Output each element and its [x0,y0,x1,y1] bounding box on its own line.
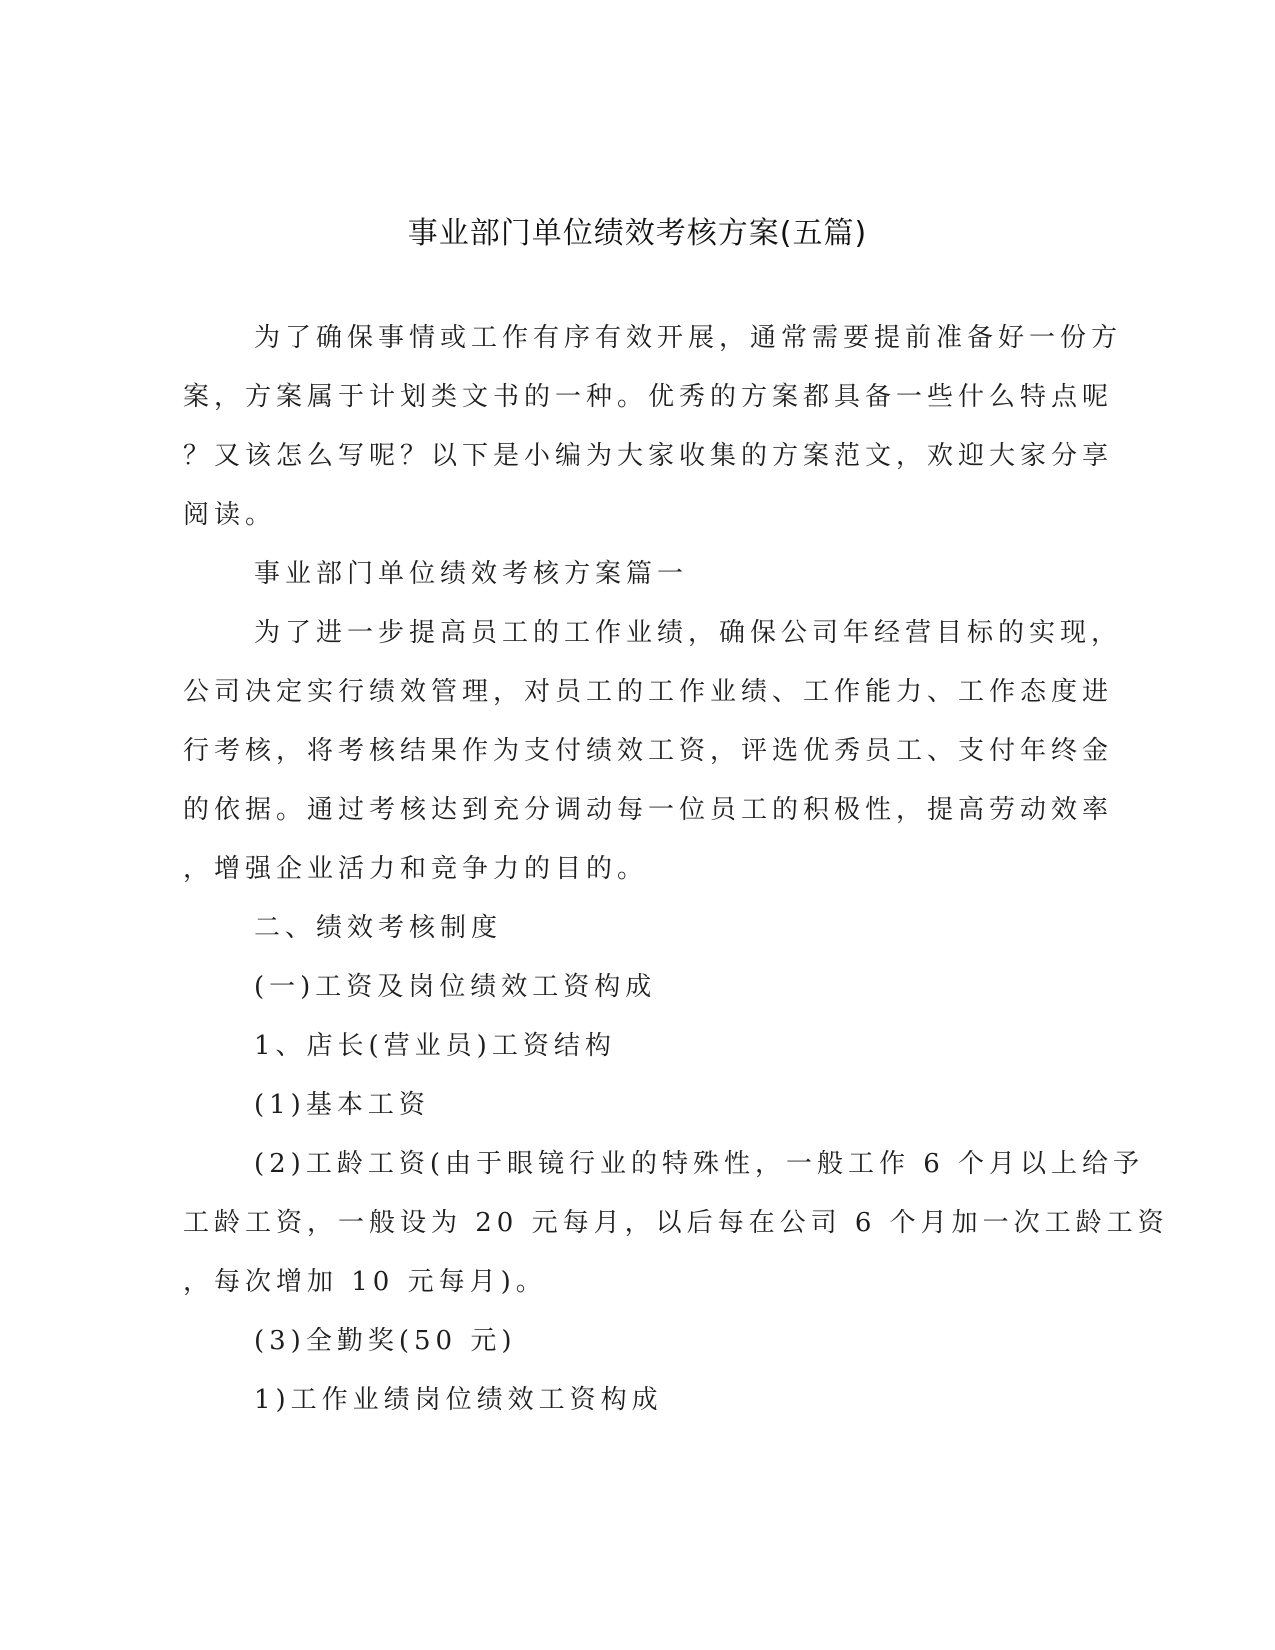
section-heading: 二、绩效考核制度 [254,913,503,943]
paragraph-line: 为了进一步提高员工的工作业绩，确保公司年经营目标的实现， [254,618,1123,648]
paragraph-line: ，每次增加 10 元每月)。 [183,1267,547,1297]
subsection-heading: (一)工资及岗位绩效工资构成 [254,972,657,1002]
paragraph-line: 案，方案属于计划类文书的一种。优秀的方案都具备一些什么特点呢 [183,382,1114,412]
paragraph-line: (2)工龄工资(由于眼镜行业的特殊性，一般工作 6 个月以上给予 [254,1149,1145,1179]
list-item: 1)工作业绩岗位绩效工资构成 [254,1385,663,1415]
paragraph-line: 行考核，将考核结果作为支付绩效工资，评选优秀员工、支付年终金 [183,736,1114,766]
paragraph-line: 的依据。通过考核达到充分调动每一位员工的积极性，提高劳动效率 [183,795,1114,825]
list-item: (1)基本工资 [254,1090,430,1120]
list-item: (3)全勤奖(50 元) [254,1326,517,1356]
subsection-heading: 1、店长(营业员)工资结构 [254,1031,616,1061]
paragraph-line: 为了确保事情或工作有序有效开展，通常需要提前准备好一份方 [254,323,1123,353]
paragraph-line: 公司决定实行绩效管理，对员工的工作业绩、工作能力、工作态度进 [183,677,1114,707]
paragraph-line: ，增强企业活力和竞争力的目的。 [183,854,649,884]
paragraph-line: 阅读。 [183,500,277,530]
paragraph-line: 工龄工资，一般设为 20 元每月，以后每在公司 6 个月加一次工龄工资 [183,1208,1169,1238]
paragraph-line: ？又该怎么写呢？以下是小编为大家收集的方案范文，欢迎大家分享 [183,441,1114,471]
document-title: 事业部门单位绩效考核方案(五篇) [407,216,868,251]
section-heading: 事业部门单位绩效考核方案篇一 [254,559,689,589]
